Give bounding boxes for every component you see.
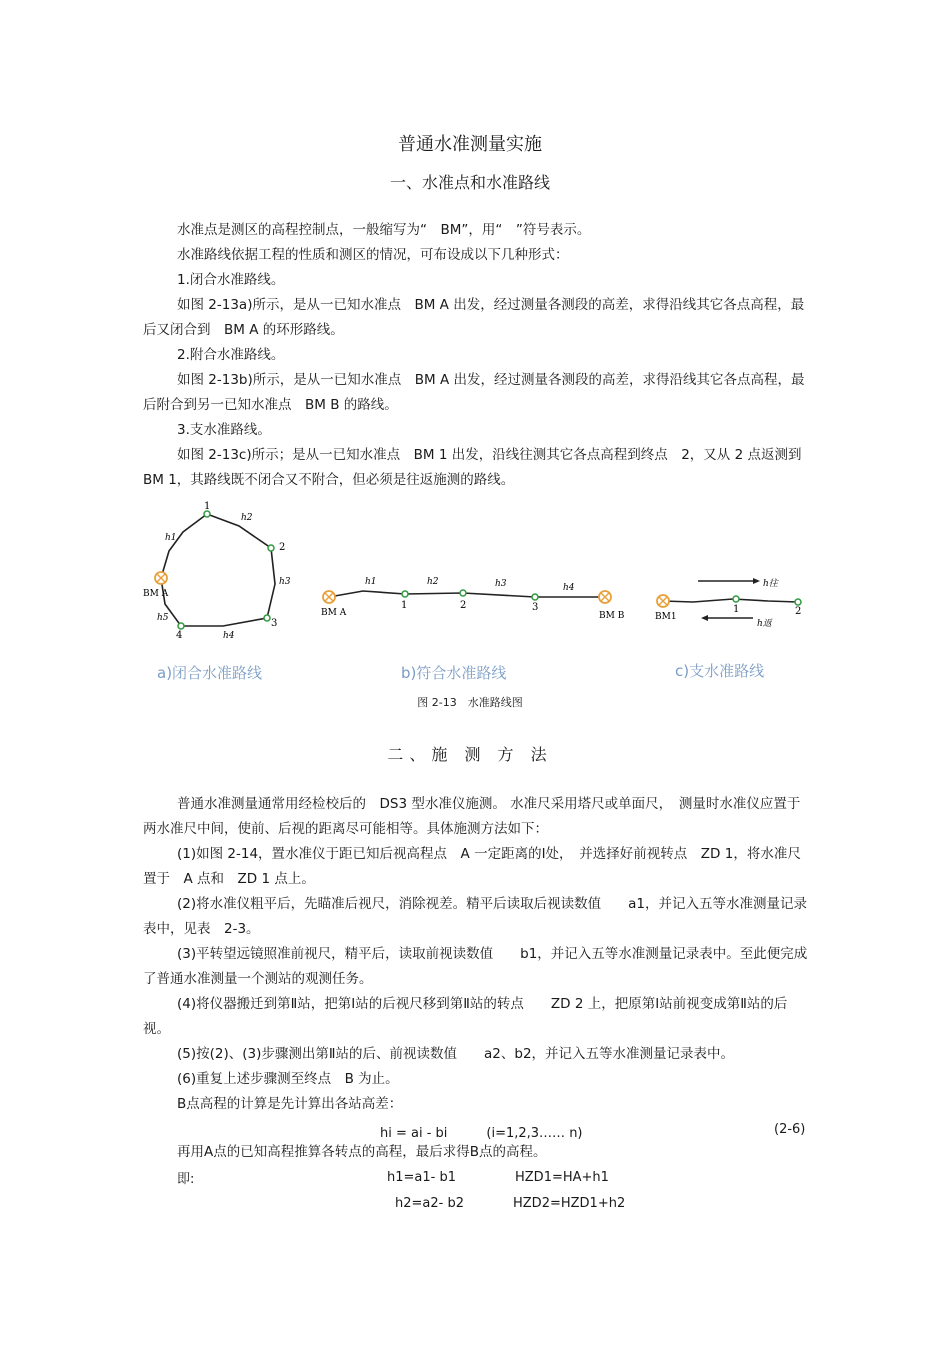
closed-h2-label: h2: [241, 513, 253, 523]
heading-closed-route: 1.闭合水准路线。: [177, 272, 285, 288]
closed-h5-label: h5: [157, 613, 169, 623]
annexed-h2-label: h2: [427, 577, 439, 587]
formula-hzd2: HZD2=HZD1+h2: [513, 1196, 626, 1211]
point-4-marker: [178, 623, 184, 629]
spur-bm-label: BM1: [655, 612, 677, 622]
annexed-bm-end-label: BM B: [599, 611, 625, 621]
panel-label-spur: c)支水准路线: [675, 662, 765, 680]
doc-title: 普通水准测量实施: [398, 134, 542, 155]
annexed-point-3-marker: [532, 594, 538, 600]
spur-h-out-label: h往: [763, 579, 778, 589]
spur-h-back-label: h返: [757, 619, 772, 629]
annexed-h4-label: h4: [563, 583, 575, 593]
point-2-marker: [268, 545, 274, 551]
annexed-point-1-marker: [402, 591, 408, 597]
leveling-route-figure: [143, 496, 811, 686]
paragraph-elevation-chain: 再用A点的已知高程推算各转点的高程，最后求得B点的高程。: [177, 1144, 547, 1160]
paragraph-annexed-route: 如图 2-13b)所示，是从一已知水准点 BM A 出发，经过测量各测段的高差，求得沿线其它各点高程，最后附合到另一已知水准点 BM B 的路线。: [143, 372, 805, 413]
formula-hzd1: HZD1=HA+h1: [515, 1170, 609, 1185]
formula-number: (2-6): [774, 1122, 806, 1137]
annexed-point-1-label: 1: [401, 600, 408, 611]
figure-caption: 图 2-13 水准路线图: [417, 696, 523, 709]
spur-point-2-marker: [795, 599, 801, 605]
annexed-point-3-label: 3: [532, 602, 539, 613]
closed-h4-label: h4: [223, 631, 235, 641]
paragraph-route-intro: 水准路线依据工程的性质和测区的情况，可布设成以下几种形式：: [177, 247, 569, 263]
closed-h1-label: h1: [165, 533, 177, 543]
paragraph-bm-definition: 水准点是测区的高程控制点，一般缩写为“ BM”，用“ ”符号表示。: [177, 222, 591, 238]
step-1: (1)如图 2-14，置水准仪于距已知后视高程点 A 一定距离的Ⅰ处， 并选择好前视转点 ZD 1，将水准尺置于 A 点和 ZD 1 点上。: [143, 846, 801, 887]
annexed-h3-label: h3: [495, 579, 507, 589]
spur-point-2-label: 2: [795, 606, 802, 617]
point-3-marker: [264, 615, 270, 621]
closed-h3-label: h3: [279, 577, 291, 587]
section-heading-1: 一、水准点和水准路线: [389, 173, 550, 192]
heading-annexed-route: 2.附合水准路线。: [177, 347, 285, 363]
paragraph-b-elevation: B点高程的计算是先计算出各站高差：: [177, 1096, 403, 1112]
heading-spur-route: 3.支水准路线。: [177, 422, 271, 438]
paragraph-closed-route: 如图 2-13a)所示，是从一已知水准点 BM A 出发，经过测量各测段的高差，求得沿线其它各点高程，最后又闭合到 BM A 的环形路线。: [143, 297, 805, 338]
formula-h2: h2=a2- b2: [395, 1196, 464, 1211]
label-ji: 即:: [177, 1172, 195, 1187]
annexed-point-2-marker: [460, 590, 466, 596]
closed-bm-label: BM A: [143, 589, 169, 599]
closed-point-4-label: 4: [176, 630, 183, 641]
closed-point-3-label: 3: [271, 618, 278, 629]
paragraph-spur-route: 如图 2-13c)所示；是从一已知水准点 BM 1 出发，沿线往测其它各点高程到终点 2，又从 2 点返测到 BM 1，其路线既不闭合又不附合，但必须是往返施测的路线。: [143, 447, 815, 488]
panel-label-annexed: b)符合水准路线: [401, 664, 507, 682]
closed-point-1-label: 1: [204, 501, 211, 512]
paragraph-method-intro: 普通水准测量通常用经检校后的 DS3 型水准仪施测。 水准尺采用塔尺或单面尺， 测量时水准仪应置于两水准尺中间，使前、后视的距离尽可能相等。具体施测方法如下：: [143, 796, 801, 837]
annexed-bm-start-label: BM A: [321, 608, 347, 618]
closed-point-2-label: 2: [279, 542, 286, 553]
spur-point-1-label: 1: [733, 604, 740, 615]
formula-height-difference: hi = ai - bi (i=1,2,3…… n): [380, 1126, 583, 1141]
step-4: (4)将仪器搬迁到第Ⅱ站，把第Ⅰ站的后视尺移到第Ⅱ站的转点 ZD 2 上，把原第Ⅰ站前视变成第Ⅱ站的后视。: [143, 996, 788, 1037]
annexed-point-2-label: 2: [460, 600, 467, 611]
step-5: (5)按(2)、(3)步骤测出第Ⅱ站的后、前视读数值 a2、b2，并记入五等水准测量记录表中。: [177, 1046, 735, 1062]
annexed-h1-label: h1: [365, 577, 377, 587]
step-6: (6)重复上述步骤测至终点 B 为止。: [177, 1071, 399, 1087]
step-3: (3)平转望远镜照准前视尺，精平后，读取前视读数值 b1，并记入五等水准测量记录表中。至此便完成了普通水准测量一个测站的观测任务。: [143, 946, 808, 987]
step-2: (2)将水准仪粗平后，先瞄准后视尺，消除视差。精平后读取后视读数值 a1，并记入五等水准测量记录表中，见表 2-3。: [143, 896, 807, 937]
formula-h1: h1=a1- b1: [387, 1170, 456, 1185]
spur-point-1-marker: [733, 596, 739, 602]
section-heading-2: 二、施 测 方 法: [387, 745, 553, 764]
panel-label-closed: a)闭合水准路线: [157, 664, 263, 682]
